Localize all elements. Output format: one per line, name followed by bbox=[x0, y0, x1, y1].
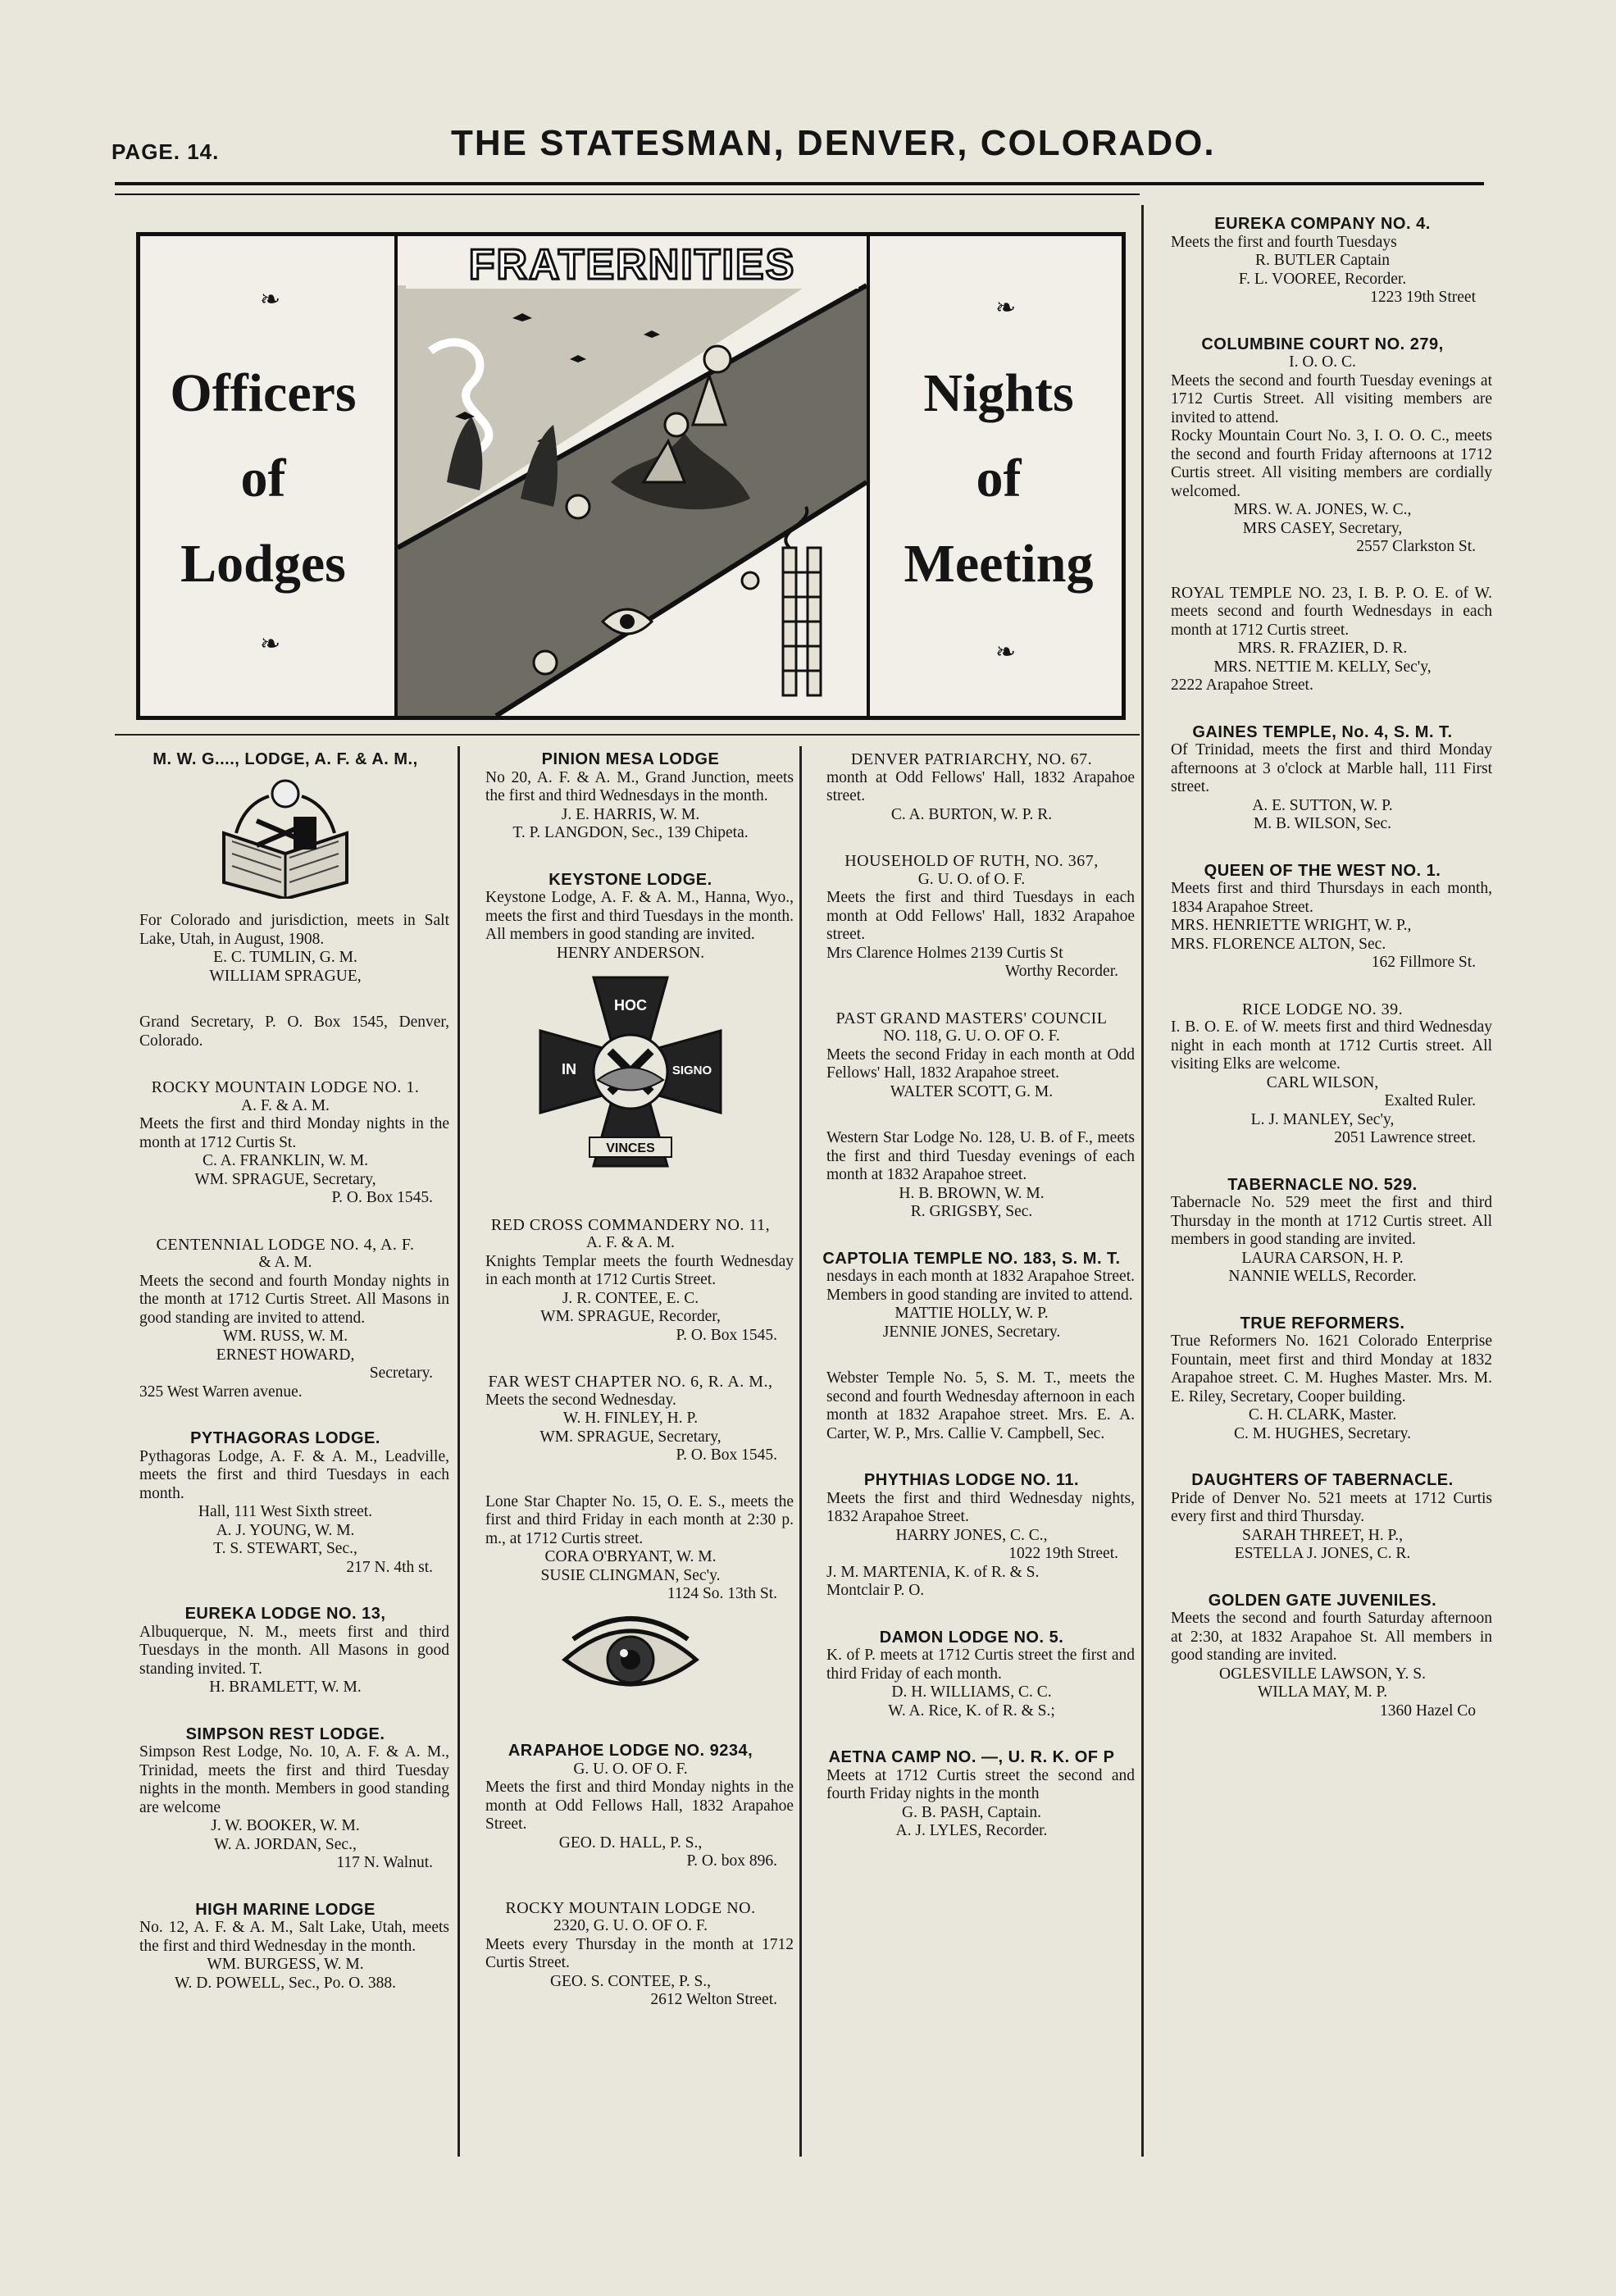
lodge-description: Meets the second and fourth Tuesday evenings at 1712 Curtis Street. All visiting members are invited to attend. bbox=[1171, 371, 1492, 426]
officer-line: J. E. HARRIS, W. M. bbox=[561, 805, 700, 823]
page-header bbox=[107, 123, 1484, 172]
lodge-description: Of Trinidad, meets the first and third Monday afternoons at 3 o'clock at Marble hall, 111 First street. bbox=[1171, 741, 1492, 795]
officer-line: NANNIE WELLS, Recorder. bbox=[1228, 1268, 1417, 1285]
officer-line: WM. BURGESS, W. M. bbox=[207, 1956, 364, 1973]
lodge-description: No 20, A. F. & A. M., Grand Junction, meets the first and third Wednesdays in the month. bbox=[485, 768, 794, 804]
info-line: Mrs Clarence Holmes 2139 Curtis St bbox=[826, 944, 1063, 962]
lodge-title: EUREKA COMPANY NO. 4. bbox=[1214, 215, 1431, 233]
lodge-description: Grand Secretary, P. O. Box 1545, Denver, Colorado. bbox=[139, 1014, 449, 1050]
officer-line: E. C. TUMLIN, G. M. bbox=[213, 949, 357, 966]
officer-line: A. E. SUTTON, W. P. bbox=[1252, 796, 1393, 814]
banner-illustration bbox=[394, 236, 870, 716]
lodge-title: PYTHAGORAS LODGE. bbox=[190, 1429, 380, 1447]
address-line: 1223 19th Street bbox=[1370, 289, 1476, 306]
column-3 bbox=[808, 750, 1135, 1841]
lodge-description: For Colorado and jurisdiction, meets in Salt Lake, Utah, in August, 1908. bbox=[139, 912, 449, 948]
officer-line: WALTER SCOTT, G. M. bbox=[890, 1082, 1054, 1100]
officer-line: A. J. LYLES, Recorder. bbox=[895, 1822, 1048, 1839]
officer-line: MRS. R. FRAZIER, D. R. bbox=[1237, 640, 1408, 657]
emblem-label-hoc: HOC bbox=[614, 997, 647, 1014]
lodge-subtitle: NO. 118, G. U. O. OF O. F. bbox=[883, 1027, 1060, 1045]
lodge-description: Meets the first and third Wednesday nights, 1832 Arapahoe Street. bbox=[826, 1489, 1135, 1525]
lodge-title: GOLDEN GATE JUVENILES. bbox=[1208, 1591, 1437, 1610]
lodge-title: DAMON LODGE NO. 5. bbox=[879, 1628, 1064, 1647]
lodge-title: PAST GRAND MASTERS' COUNCIL bbox=[835, 1009, 1108, 1027]
lodge-subtitle: A. F. & A. M. bbox=[586, 1234, 675, 1251]
lodge-description: K. of P. meets at 1712 Curtis street the first and third Friday of each month. bbox=[826, 1647, 1135, 1683]
officer-line: HARRY JONES, C. C., bbox=[895, 1526, 1048, 1544]
emblem-label-signo: SIGNO bbox=[671, 1064, 712, 1077]
lodge-description: Western Star Lodge No. 128, U. B. of F., meets the first and third Tuesday evenings of each month at 1832 Arapahoe street. bbox=[826, 1129, 1135, 1183]
officer-line: WM. RUSS, W. M. bbox=[222, 1328, 348, 1345]
emblem-label-in: IN bbox=[562, 1061, 576, 1077]
officer-line: HENRY ANDERSON. bbox=[556, 944, 705, 962]
officer-line: SARAH THREET, H. P., bbox=[1242, 1526, 1403, 1544]
lodge-description: Meets every Thursday in the month at 1712 Curtis Street. bbox=[485, 1935, 794, 1971]
lodge-description: Meets the second Friday in each month at Odd Fellows' Hall, 1832 Arapahoe street. bbox=[826, 1046, 1135, 1082]
officer-line: D. H. WILLIAMS, C. C. bbox=[891, 1683, 1052, 1701]
lodge-description: Meets first and third Thursdays in each month, 1834 Arapahoe Street. bbox=[1171, 880, 1492, 916]
lodge-title: RED CROSS COMMANDERY NO. 11, bbox=[490, 1215, 771, 1234]
lodge-title: DAUGHTERS OF TABERNACLE. bbox=[1191, 1471, 1454, 1489]
lodge-description: Meets the second Wednesday. bbox=[485, 1391, 676, 1409]
officer-line: ERNEST HOWARD, bbox=[216, 1346, 355, 1364]
leaf-ornament-icon: ❧ bbox=[260, 286, 281, 313]
leaf-ornament-icon: ❧ bbox=[995, 294, 1017, 321]
address-line: 2051 Lawrence street. bbox=[1334, 1129, 1476, 1146]
officer-line: MRS CASEY, Secretary, bbox=[1242, 519, 1403, 537]
officer-line: C. H. CLARK, Master. bbox=[1248, 1406, 1397, 1424]
lodge-description: Albuquerque, N. M., meets first and third Tuesdays in the month. All Masons in good standing invited. T. bbox=[139, 1623, 449, 1678]
lodge-title: ARAPAHOE LODGE NO. 9234, bbox=[508, 1742, 753, 1760]
lodge-title: AETNA CAMP NO. —, U. R. K. OF P bbox=[828, 1748, 1115, 1766]
column-2 bbox=[467, 750, 794, 2010]
address-line: P. O. box 896. bbox=[686, 1852, 777, 1870]
address-line: P. O. Box 1545. bbox=[331, 1189, 433, 1206]
address-line: 2612 Welton Street. bbox=[650, 1991, 777, 2008]
lodge-description: I. B. O. E. of W. meets first and third Wednesday night in each month at 1712 Curtis street. All visiting Elks are welcome. bbox=[1171, 1018, 1492, 1073]
officer-line: C. A. BURTON, W. P. R. bbox=[890, 805, 1053, 823]
address-line: 1360 Hazel Co bbox=[1380, 1702, 1476, 1720]
officer-line: J. W. BOOKER, W. M. bbox=[211, 1817, 360, 1834]
lodge-description: Rocky Mountain Court No. 3, I. O. O. C., meets the second and fourth Friday afternoons at 1712 Curtis street. All visiting members are cordially welcomed. bbox=[1171, 427, 1492, 500]
officer-line: WILLIAM SPRAGUE, bbox=[209, 967, 362, 985]
lodge-description: Meets the first and fourth Tuesdays bbox=[1171, 233, 1397, 251]
officer-line: L. J. MANLEY, Sec'y, bbox=[1250, 1110, 1395, 1128]
info-line: MRS. HENRIETTE WRIGHT, W. P., bbox=[1171, 917, 1412, 934]
banner-right-word-1: Nights bbox=[923, 363, 1074, 423]
banner-right-word-3: Meeting bbox=[904, 534, 1094, 594]
officer-line: Hall, 111 West Sixth street. bbox=[198, 1503, 373, 1520]
column-rule bbox=[457, 746, 460, 2157]
lodge-title: EUREKA LODGE NO. 13, bbox=[184, 1605, 386, 1623]
page-number: PAGE. 14. bbox=[112, 139, 220, 164]
lodge-description: Meets the first and third Tuesdays in each month at Odd Fellows' Hall, 1832 Arapahoe street. bbox=[826, 889, 1135, 943]
officer-line: H. BRAMLETT, W. M. bbox=[209, 1679, 362, 1696]
officer-line: JENNIE JONES, Secretary. bbox=[882, 1323, 1061, 1341]
officer-line: W. A. Rice, K. of R. & S.; bbox=[888, 1702, 1055, 1720]
info-line: MRS. FLORENCE ALTON, Sec. bbox=[1171, 935, 1386, 953]
lodge-title: GAINES TEMPLE, No. 4, S. M. T. bbox=[1192, 722, 1453, 741]
officer-line: F. L. VOOREE, Recorder. bbox=[1238, 270, 1407, 288]
officer-line: W. A. JORDAN, Sec., bbox=[214, 1835, 357, 1853]
lodge-title: ROCKY MOUNTAIN LODGE NO. 1. bbox=[151, 1078, 420, 1096]
officer-line: ESTELLA J. JONES, C. R. bbox=[1234, 1545, 1411, 1562]
address-line: P. O. Box 1545. bbox=[676, 1446, 777, 1464]
lodge-subtitle: 2320, G. U. O. OF O. F. bbox=[553, 1917, 708, 1934]
officer-line: H. B. BROWN, W. M. bbox=[899, 1184, 1045, 1202]
banner-left-word-2: of bbox=[240, 449, 286, 508]
lodge-title: ROCKY MOUNTAIN LODGE NO. bbox=[505, 1898, 756, 1917]
lodge-title: COLUMBINE COURT NO. 279, bbox=[1201, 335, 1444, 353]
address-line: 162 Fillmore St. bbox=[1371, 954, 1476, 971]
banner-right-panel bbox=[876, 236, 1122, 716]
lodge-description: Meets the second and fourth Monday nights in the month at 1712 Curtis Street. All Masons in good standing are invited to attend. bbox=[139, 1272, 449, 1327]
masthead: THE STATESMAN, DENVER, COLORADO. bbox=[451, 123, 1216, 163]
lodge-description: Lone Star Chapter No. 15, O. E. S., meets the first and third Friday in each month at 2:30 p. m., at 1712 Curtis street. bbox=[485, 1492, 794, 1547]
info-line: 2222 Arapahoe Street. bbox=[1171, 676, 1313, 694]
address-line: 117 N. Walnut. bbox=[336, 1854, 433, 1871]
lodge-description: Tabernacle No. 529 meet the first and third Thursday in the month at 1712 Curtis street. All members in good standing are invited. bbox=[1171, 1194, 1492, 1248]
officer-line: W. D. POWELL, Sec., Po. O. 388. bbox=[174, 1974, 397, 1992]
book-emblem-icon bbox=[121, 776, 449, 904]
officer-line: MRS. W. A. JONES, W. C., bbox=[1233, 501, 1412, 518]
officer-line: C. A. FRANKLIN, W. M. bbox=[202, 1152, 369, 1169]
lodge-description: Knights Templar meets the fourth Wednesday in each month at 1712 Curtis Street. bbox=[485, 1252, 794, 1288]
officer-line: G. B. PASH, Captain. bbox=[902, 1803, 1041, 1821]
officer-line: GEO. S. CONTEE, P. S., bbox=[549, 1972, 712, 1990]
address-line: 1124 So. 13th St. bbox=[667, 1585, 777, 1602]
officer-line: A. J. YOUNG, W. M. bbox=[216, 1521, 355, 1539]
officer-line: LAURA CARSON, H. P. bbox=[1241, 1249, 1404, 1267]
officer-line: WM. SPRAGUE, Secretary, bbox=[539, 1428, 722, 1446]
lodge-title: DENVER PATRIARCHY, NO. 67. bbox=[850, 750, 1093, 768]
lodge-title: PINION MESA LODGE bbox=[541, 750, 720, 768]
banner-left-panel bbox=[140, 236, 386, 716]
banner-center-title: FRATERNITIES bbox=[468, 241, 796, 289]
lodge-description: nesdays in each month at 1832 Arapahoe Street. Members in good standing are invited to attend. bbox=[826, 1268, 1135, 1304]
officer-line: R. GRIGSBY, Sec. bbox=[910, 1203, 1033, 1220]
officer-line: J. R. CONTEE, E. C. bbox=[562, 1289, 699, 1307]
leaf-ornament-icon: ❧ bbox=[995, 639, 1017, 666]
fraternities-banner bbox=[136, 232, 1126, 720]
address-line: 2557 Clarkston St. bbox=[1356, 538, 1476, 555]
column-rule bbox=[799, 746, 802, 2157]
address-line: 1022 19th Street. bbox=[1008, 1545, 1118, 1562]
lodge-subtitle: A. F. & A. M. bbox=[241, 1096, 330, 1114]
lodge-description: Pride of Denver No. 521 meets at 1712 Curtis every first and third Thursday. bbox=[1171, 1489, 1492, 1525]
lodge-title: CAPTOLIA TEMPLE NO. 183, S. M. T. bbox=[822, 1249, 1121, 1268]
lodge-description: Simpson Rest Lodge, No. 10, A. F. & A. M., Trinidad, meets the first and third Tuesday nights in the month. Members in good standing are welcome bbox=[139, 1743, 449, 1816]
officer-line: CARL WILSON, bbox=[1266, 1073, 1379, 1091]
lodge-description: Meets the second and fourth Saturday afternoon at 2:30, at 1832 Arapahoe St. All members in good standing are invited. bbox=[1171, 1610, 1492, 1664]
officer-line: T. P. LANGDON, Sec., 139 Chipeta. bbox=[512, 824, 749, 841]
lodge-title: PHYTHIAS LODGE NO. 11. bbox=[863, 1471, 1080, 1489]
info-line: J. M. MARTENIA, K. of R. & S. bbox=[826, 1563, 1040, 1581]
address-line: Secretary. bbox=[369, 1364, 433, 1382]
lodge-description: Meets at 1712 Curtis street the second and fourth Friday nights in the month bbox=[826, 1766, 1135, 1802]
emblem-label-vinces: VINCES bbox=[606, 1141, 655, 1155]
lodge-description: True Reformers No. 1621 Colorado Enterprise Fountain, meet first and third Monday at 1832 Arapahoe street. C. M. Hughes Master. Mrs. M. E. Riley, Secretary, Cooper building. bbox=[1171, 1332, 1492, 1405]
lodge-title: KEYSTONE LODGE. bbox=[549, 870, 712, 889]
banner-left-word-3: Lodges bbox=[180, 534, 346, 594]
lodge-description: No. 12, A. F. & A. M., Salt Lake, Utah, meets the first and third Wednesday in the month. bbox=[139, 1919, 449, 1955]
lodge-description: month at Odd Fellows' Hall, 1832 Arapahoe street. bbox=[826, 768, 1135, 804]
officer-line: R. BUTLER Captain bbox=[1254, 252, 1391, 269]
lodge-title: CENTENNIAL LODGE NO. 4, A. F. bbox=[156, 1235, 415, 1254]
lodge-title: FAR WEST CHAPTER NO. 6, R. A. M., bbox=[488, 1373, 773, 1391]
info-line: Montclair P. O. bbox=[826, 1582, 925, 1599]
lodge-description: Webster Temple No. 5, S. M. T., meets the second and fourth Wednesday afternoon in each month at 1832 Arapahoe street. Mrs. E. A. Carter, W. P., Mrs. Callie V. Campbell, Sec. bbox=[826, 1369, 1135, 1442]
header-rule-thick bbox=[115, 182, 1484, 185]
header-rule-thin bbox=[115, 194, 1140, 195]
address-line: P. O. Box 1545. bbox=[676, 1326, 777, 1344]
lodge-description: ROYAL TEMPLE NO. 23, I. B. P. O. E. of W. meets second and fourth Wednesdays in each month at 1712 Curtis street. bbox=[1171, 584, 1492, 639]
lodge-description: Pythagoras Lodge, A. F. & A. M., Leadville, meets the first and third Tuesdays in each month. bbox=[139, 1447, 449, 1502]
address-line: 217 N. 4th st. bbox=[346, 1558, 433, 1576]
officer-line: T. S. STEWART, Sec., bbox=[213, 1540, 357, 1557]
officer-line: OGLESVILLE LAWSON, Y. S. bbox=[1219, 1665, 1426, 1683]
templar-cross-emblem-icon bbox=[467, 969, 794, 1180]
lodge-subtitle: & A. M. bbox=[258, 1254, 312, 1271]
column-4 bbox=[1153, 215, 1492, 1720]
officer-line: SUSIE CLINGMAN, Sec'y. bbox=[540, 1566, 721, 1584]
lodge-title: HIGH MARINE LODGE bbox=[195, 1900, 376, 1919]
fraternities-illustration-icon bbox=[398, 236, 867, 716]
officer-line: CORA O'BRYANT, W. M. bbox=[544, 1548, 717, 1565]
officer-line: M. B. WILSON, Sec. bbox=[1253, 815, 1392, 832]
all-seeing-eye-icon bbox=[467, 1610, 794, 1706]
lodge-title: TABERNACLE NO. 529. bbox=[1227, 1175, 1418, 1194]
banner-bottom-rule bbox=[115, 734, 1140, 736]
lodge-description: Keystone Lodge, A. F. & A. M., Hanna, Wyo., meets the first and third Tuesdays in the month. All members in good standing are invited. bbox=[485, 889, 794, 943]
column-rule bbox=[1141, 205, 1144, 2157]
lodge-subtitle: I. O. O. C. bbox=[1289, 353, 1356, 371]
officer-line: WM. SPRAGUE, Secretary, bbox=[194, 1170, 376, 1188]
lodge-title: SIMPSON REST LODGE. bbox=[185, 1724, 385, 1743]
officer-line: WM. SPRAGUE, Recorder, bbox=[540, 1308, 721, 1325]
leaf-ornament-icon: ❧ bbox=[260, 631, 281, 658]
banner-right-word-2: of bbox=[976, 449, 1022, 508]
lodge-description: Meets the first and third Monday nights in the month at 1712 Curtis St. bbox=[139, 1115, 449, 1151]
lodge-subtitle: G. U. O. OF O. F. bbox=[573, 1760, 688, 1778]
officer-line: GEO. D. HALL, P. S., bbox=[558, 1834, 703, 1852]
column-1 bbox=[121, 750, 449, 1993]
lodge-title: HOUSEHOLD OF RUTH, NO. 367, bbox=[844, 852, 1099, 870]
address-line: Exalted Ruler. bbox=[1384, 1092, 1476, 1109]
officer-line: MATTIE HOLLY, W. P. bbox=[894, 1305, 1049, 1322]
info-line: 325 West Warren avenue. bbox=[139, 1383, 303, 1401]
lodge-title: QUEEN OF THE WEST NO. 1. bbox=[1204, 861, 1441, 880]
lodge-description: Meets the first and third Monday nights in the month at Odd Fellows Hall, 1832 Arapahoe Street. bbox=[485, 1779, 794, 1833]
lodge-title: M. W. G...., LODGE, A. F. & A. M., bbox=[152, 750, 418, 768]
officer-line: MRS. NETTIE M. KELLY, Sec'y, bbox=[1213, 658, 1432, 676]
banner-left-word-1: Officers bbox=[170, 363, 357, 423]
officer-line: WILLA MAY, M. P. bbox=[1257, 1683, 1388, 1701]
officer-line: C. M. HUGHES, Secretary. bbox=[1234, 1424, 1411, 1442]
lodge-title: TRUE REFORMERS. bbox=[1240, 1314, 1405, 1332]
lodge-title: RICE LODGE NO. 39. bbox=[1241, 1000, 1404, 1018]
officer-line: W. H. FINLEY, H. P. bbox=[562, 1410, 699, 1427]
address-line: Worthy Recorder. bbox=[1004, 963, 1118, 980]
lodge-subtitle: G. U. O. of O. F. bbox=[917, 870, 1026, 888]
